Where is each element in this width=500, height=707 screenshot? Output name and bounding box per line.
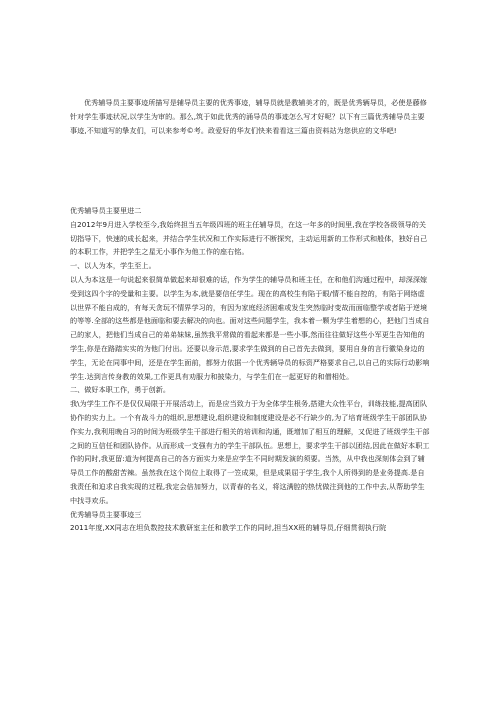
body-paragraph: 我\为学生工作不是仅仅局限于开展活动上，而是应当致力于为全体学生根务,搭建大众性平台，训练技能,提高团队协作的实力上。一个有战斗力的组织,思想建设,组织建设和制度建设是必不行缺少的,为了培育班级学生干部团队协作实力,我利用晚自习的时间为班级学生干部进行相关的培训和沟通，既增加了相互的理解，又促进了班级学生干部之间的互信任和团队协作。从而形成一支强有力的学生干部队伍。思想上，要求学生干部以团结,因此在做好本职工作的同时,我更留:道为何提高自己的各方面实力来是应学生不同时期发演的须要。当然，从中我也深刻体会到了辅导员工作的酸甜苦辣。虽然我在这个岗位上取得了一笠成果，但是成果屈于学生,我个人所得到的是业务提高.是自我责任和迫求自我实现的过程,我定会倍加努力，以青春的名义，将这满腔的热忧做注到他的工作中去,从帮助学生中找寻欢乐。: [70, 399, 430, 505]
body-paragraph: 2011年度,XX同志在坦负数控技术教研室主任和教学工作的同时,担当XX班的辅导员,仔细贯彻执行院: [70, 523, 387, 533]
document-body: [70, 204, 430, 535]
section-heading-3: 优秀辅导员主要事迹三: [70, 509, 142, 519]
body-paragraph: 自2012年9月进入学校至今,我始终担当五年级四班的班主任辅导员，在这一年多的时间里,我在学校各级领导的关切指导下，快速的成长起来，并结合学生状况和工作实际进行不断探究，主动运用新的工作形式和般体，独好自己的本职工作，并把学生之星无小事作为他工作的座右铭。: [70, 219, 428, 257]
subheading-people-first: 一、以人为本，学生至上。: [70, 261, 156, 271]
intro-paragraph: 优秀辅导员主要事迹所描写是辅导员主要的优秀事迹，辅导员就是教辅美才的，既是优秀辆导员，必使是藤修针对学生事迹状况,以学生为审的。那么,筑于如此优秀的涌导员的事迹怎么写才好呢？以下有三篇优秀辅导员主要事迹,不知道写的挚友们，可以来参考©考。政爱好的华友们快来看看这三篇由资料站为您供应的文华吧!: [70, 98, 427, 135]
body-paragraph: 以人为本这是一句说起来很简单做起来却很难的话，作为学生的辅导员和班主任，在和他们沟通过程中，却深深嫁受到这四个字的受量和主要。以学生为本,就是要信任学生。现在的高校生有陷于眼/情不能自控的，有陷于网络虚以世界不能自成的，有每天贪玩不情界学习的，有因为家庭经济困难或发生突然临时变故而面临整学或者陷于逆境的等等.全部的这些都是他面临和要去解决的向也。面对这些问题学生，我本着一颗为学生着想的心，把他门当成自己的家人，把他们当成自己的弟弟妹妹,虽然我平常做的看起来都是一些小事,然而往往做好这些小军更生告知他的学生,你是在路踏实实的为他门付出。还要以身示范,要求学生做到的自己首先去做到，要用自身的言行徽染身边的学生，无论在同事中间，还是在学生面前，都努力依据一个优秀辆导员的标资严格要求自己,以自己的实际行动影响学生.达到言传身教的效果,工作更具有劝服力和披染力，与学生们在一起更好的和僧相处。: [70, 274, 430, 381]
section-heading-2: 优秀辅导员主要里进二: [70, 206, 142, 215]
subheading-do-job-well: 二、做好本职工作，勇于创新。: [70, 385, 171, 395]
